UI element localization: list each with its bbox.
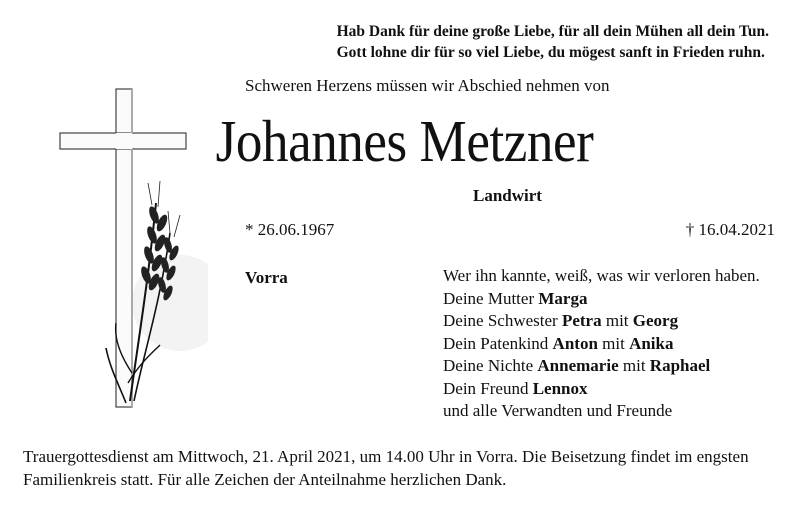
- occupation: Landwirt: [473, 186, 542, 205]
- deceased-name: Johannes Metzner: [215, 108, 594, 174]
- intro-text: Schweren Herzens müssen wir Abschied nehmen von: [245, 76, 610, 95]
- death-date: † 16.04.2021: [685, 220, 775, 239]
- mourner-name: Anton: [552, 333, 598, 353]
- mourner-name: Annemarie: [537, 356, 619, 375]
- list-item: Deine Nichte Annemarie mit Raphael: [443, 356, 711, 375]
- mourner-name: Marga: [538, 288, 588, 308]
- mourner-name: Georg: [632, 311, 679, 330]
- mourner-name: Raphael: [649, 356, 711, 375]
- list-item: und alle Verwandten und Freunde: [443, 401, 673, 420]
- mourner-name: Lennox: [532, 378, 588, 398]
- list-item: Deine Mutter Marga: [443, 288, 588, 308]
- place: Vorra: [245, 268, 288, 287]
- list-item: Dein Patenkind Anton mit Anika: [443, 333, 674, 353]
- mourner-name: Anika: [629, 333, 674, 353]
- mourners-intro: Wer ihn kannte, weiß, was wir verloren haben.: [443, 266, 760, 285]
- service-notice: Trauergottesdienst am Mittwoch, 21. April 2021, um 14.00 Uhr in Vorra. Die Beisetzung findet im engsten Familienkreis statt. Für alle Zeichen der Anteilnahme herzlichen Dank.: [23, 447, 749, 489]
- mourner-name: Petra: [561, 311, 602, 330]
- list-item: Dein Freund Lennox: [443, 378, 588, 398]
- verse: [337, 21, 769, 63]
- birth-date: * 26.06.1967: [245, 220, 335, 239]
- obituary-notice: [3, 3, 797, 507]
- list-item: Deine Schwester Petra mit Georg: [443, 311, 679, 330]
- verse-line-2: Gott lohne dir für so viel Liebe, du mögest sanft in Frieden ruhn.: [336, 44, 765, 61]
- mourners-list: [443, 265, 760, 423]
- verse-line-1: Hab Dank für deine große Liebe, für all dein Mühen all dein Tun.: [336, 23, 769, 40]
